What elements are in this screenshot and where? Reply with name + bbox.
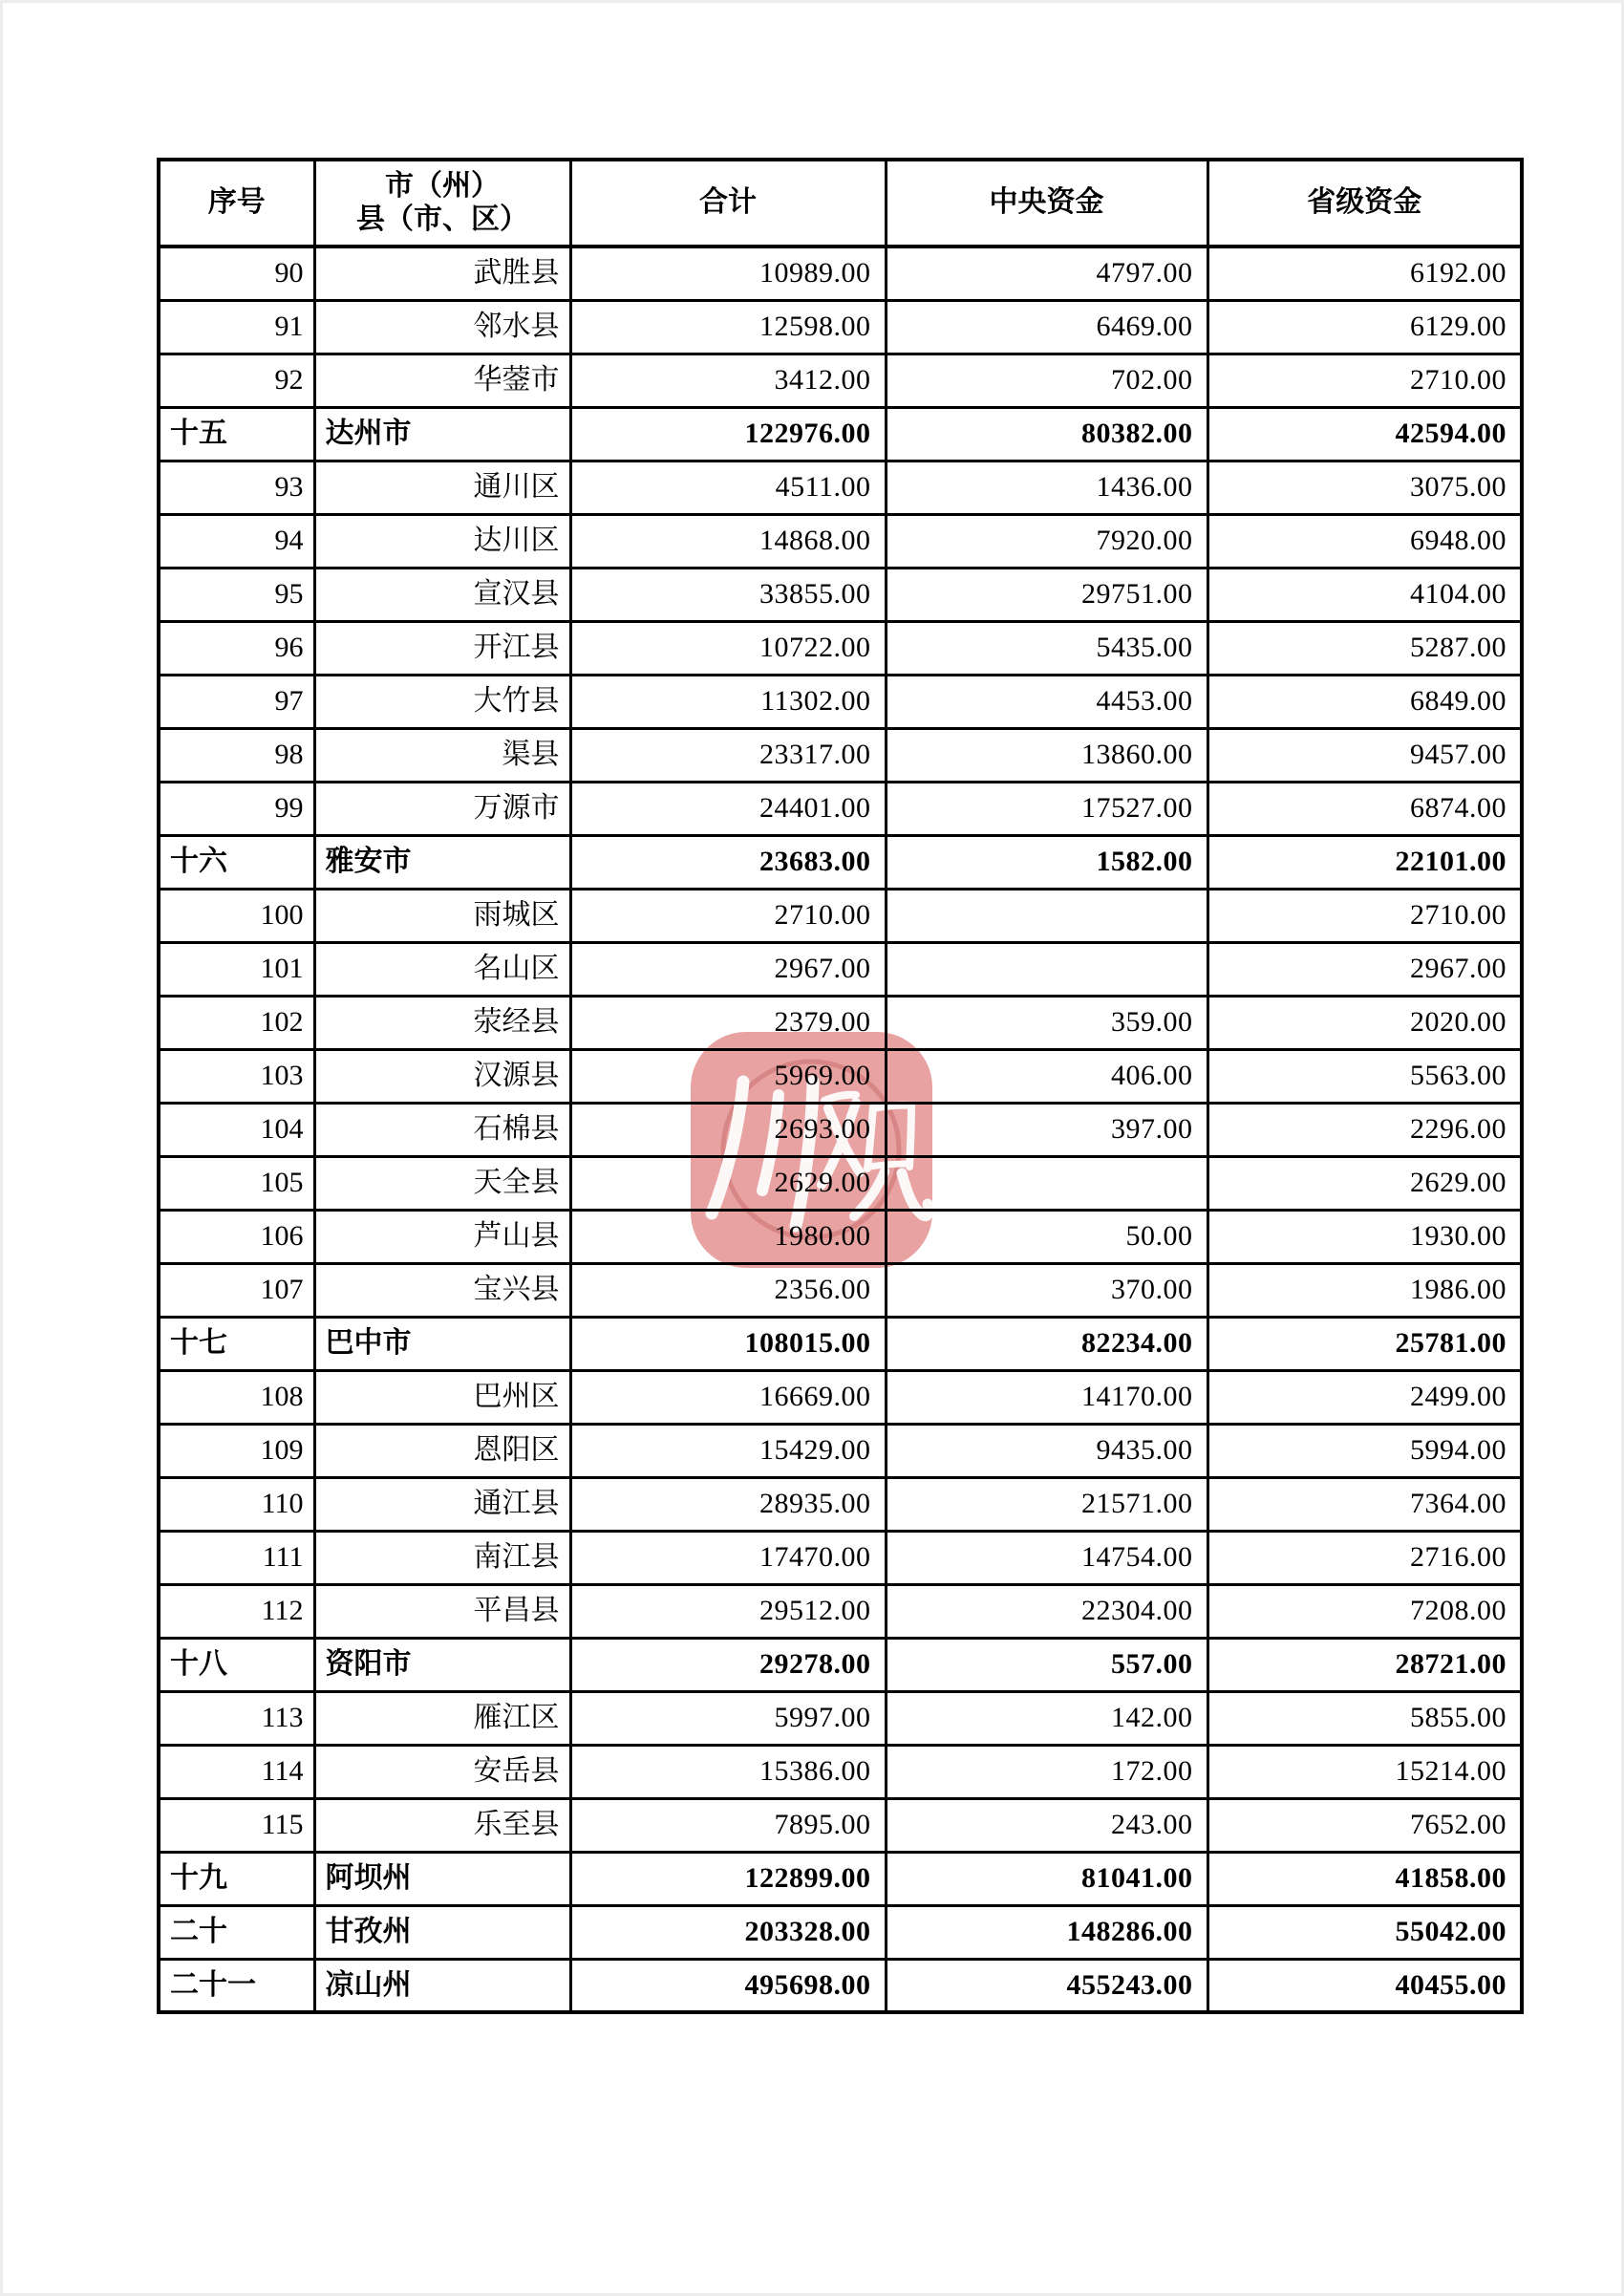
row-region: 乐至县	[314, 1798, 570, 1852]
row-total-value: 4511.00	[570, 461, 886, 514]
fund-allocation-table	[157, 158, 1524, 2014]
row-provincial-value: 42594.00	[1207, 407, 1522, 461]
row-provincial-value: 41858.00	[1207, 1852, 1522, 1905]
row-index: 十五	[159, 407, 314, 461]
row-region: 邻水县	[314, 300, 570, 354]
row-total-value: 2693.00	[570, 1103, 886, 1156]
row-index: 105	[159, 1156, 314, 1210]
row-provincial-value: 5994.00	[1207, 1424, 1522, 1477]
table-row	[159, 1905, 1522, 1959]
table-row	[159, 1103, 1522, 1156]
row-provincial-value: 6129.00	[1207, 300, 1522, 354]
row-total-value: 24401.00	[570, 782, 886, 835]
row-central-value: 7920.00	[886, 514, 1207, 568]
row-total-value: 29278.00	[570, 1638, 886, 1691]
row-central-value: 81041.00	[886, 1852, 1207, 1905]
row-index: 113	[159, 1691, 314, 1745]
row-central-value: 370.00	[886, 1263, 1207, 1317]
row-provincial-value: 40455.00	[1207, 1959, 1522, 2012]
row-total-value: 2356.00	[570, 1263, 886, 1317]
header-col-region-line2: 县（市、区）	[356, 203, 528, 235]
row-provincial-value: 55042.00	[1207, 1905, 1522, 1959]
row-total-value: 5969.00	[570, 1049, 886, 1103]
row-region: 巴中市	[314, 1317, 570, 1370]
table-row	[159, 1424, 1522, 1477]
row-provincial-value: 1930.00	[1207, 1210, 1522, 1263]
row-central-value	[886, 942, 1207, 996]
row-central-value: 5435.00	[886, 621, 1207, 675]
table-row	[159, 675, 1522, 728]
row-central-value: 13860.00	[886, 728, 1207, 782]
row-region: 雨城区	[314, 889, 570, 942]
row-index: 93	[159, 461, 314, 514]
row-index: 二十	[159, 1905, 314, 1959]
row-provincial-value: 2710.00	[1207, 889, 1522, 942]
row-central-value: 29751.00	[886, 568, 1207, 621]
header-col-region-line1: 市（州）	[385, 170, 500, 202]
row-total-value: 122899.00	[570, 1852, 886, 1905]
row-index: 104	[159, 1103, 314, 1156]
table-row	[159, 889, 1522, 942]
table-row	[159, 1959, 1522, 2012]
row-total-value: 2710.00	[570, 889, 886, 942]
row-provincial-value: 2296.00	[1207, 1103, 1522, 1156]
row-central-value: 397.00	[886, 1103, 1207, 1156]
table-row	[159, 1798, 1522, 1852]
row-total-value: 16669.00	[570, 1370, 886, 1424]
row-region: 巴州区	[314, 1370, 570, 1424]
table-row	[159, 300, 1522, 354]
row-index: 107	[159, 1263, 314, 1317]
row-region: 平昌县	[314, 1584, 570, 1638]
table-row	[159, 354, 1522, 407]
row-index: 100	[159, 889, 314, 942]
row-region: 汉源县	[314, 1049, 570, 1103]
row-provincial-value: 5855.00	[1207, 1691, 1522, 1745]
row-central-value: 172.00	[886, 1745, 1207, 1798]
row-region: 华蓥市	[314, 354, 570, 407]
row-provincial-value: 9457.00	[1207, 728, 1522, 782]
row-central-value: 4797.00	[886, 247, 1207, 300]
row-index: 90	[159, 247, 314, 300]
header-col-central: 中央资金	[886, 160, 1207, 247]
row-region: 宣汉县	[314, 568, 570, 621]
row-central-value: 243.00	[886, 1798, 1207, 1852]
row-index: 92	[159, 354, 314, 407]
row-index: 十九	[159, 1852, 314, 1905]
table-row	[159, 782, 1522, 835]
table-row	[159, 568, 1522, 621]
row-provincial-value: 15214.00	[1207, 1745, 1522, 1798]
row-total-value: 203328.00	[570, 1905, 886, 1959]
row-provincial-value: 3075.00	[1207, 461, 1522, 514]
row-region: 达州市	[314, 407, 570, 461]
row-index: 106	[159, 1210, 314, 1263]
row-central-value: 455243.00	[886, 1959, 1207, 2012]
row-index: 二十一	[159, 1959, 314, 2012]
row-index: 111	[159, 1531, 314, 1584]
row-index: 115	[159, 1798, 314, 1852]
row-central-value: 17527.00	[886, 782, 1207, 835]
row-index: 十七	[159, 1317, 314, 1370]
table-row	[159, 1156, 1522, 1210]
row-region: 凉山州	[314, 1959, 570, 2012]
table-row	[159, 1745, 1522, 1798]
row-central-value	[886, 889, 1207, 942]
row-total-value: 23317.00	[570, 728, 886, 782]
row-central-value: 148286.00	[886, 1905, 1207, 1959]
row-total-value: 10989.00	[570, 247, 886, 300]
row-region: 武胜县	[314, 247, 570, 300]
row-total-value: 3412.00	[570, 354, 886, 407]
row-total-value: 108015.00	[570, 1317, 886, 1370]
row-provincial-value: 5287.00	[1207, 621, 1522, 675]
table-row	[159, 1638, 1522, 1691]
row-total-value: 15429.00	[570, 1424, 886, 1477]
row-region: 大竹县	[314, 675, 570, 728]
row-index: 110	[159, 1477, 314, 1531]
row-total-value: 7895.00	[570, 1798, 886, 1852]
row-central-value: 21571.00	[886, 1477, 1207, 1531]
row-index: 109	[159, 1424, 314, 1477]
row-index: 97	[159, 675, 314, 728]
row-index: 98	[159, 728, 314, 782]
row-provincial-value: 5563.00	[1207, 1049, 1522, 1103]
row-region: 石棉县	[314, 1103, 570, 1156]
row-region: 阿坝州	[314, 1852, 570, 1905]
row-total-value: 33855.00	[570, 568, 886, 621]
row-total-value: 17470.00	[570, 1531, 886, 1584]
row-total-value: 29512.00	[570, 1584, 886, 1638]
row-central-value: 9435.00	[886, 1424, 1207, 1477]
row-index: 108	[159, 1370, 314, 1424]
table-row	[159, 1584, 1522, 1638]
table-row	[159, 996, 1522, 1049]
row-region: 宝兴县	[314, 1263, 570, 1317]
table-row	[159, 1531, 1522, 1584]
table-row	[159, 1370, 1522, 1424]
row-region: 恩阳区	[314, 1424, 570, 1477]
row-central-value: 14754.00	[886, 1531, 1207, 1584]
row-provincial-value: 22101.00	[1207, 835, 1522, 889]
row-total-value: 2379.00	[570, 996, 886, 1049]
row-region: 雅安市	[314, 835, 570, 889]
row-region: 安岳县	[314, 1745, 570, 1798]
table-row	[159, 1317, 1522, 1370]
row-total-value: 14868.00	[570, 514, 886, 568]
row-total-value: 5997.00	[570, 1691, 886, 1745]
row-central-value: 6469.00	[886, 300, 1207, 354]
row-region: 雁江区	[314, 1691, 570, 1745]
row-index: 99	[159, 782, 314, 835]
row-region: 达川区	[314, 514, 570, 568]
table-row	[159, 835, 1522, 889]
row-central-value: 1582.00	[886, 835, 1207, 889]
row-provincial-value: 4104.00	[1207, 568, 1522, 621]
row-central-value: 14170.00	[886, 1370, 1207, 1424]
table-row	[159, 1477, 1522, 1531]
row-central-value: 22304.00	[886, 1584, 1207, 1638]
row-region: 荥经县	[314, 996, 570, 1049]
row-total-value: 122976.00	[570, 407, 886, 461]
row-provincial-value: 2716.00	[1207, 1531, 1522, 1584]
table-row	[159, 728, 1522, 782]
row-index: 十八	[159, 1638, 314, 1691]
row-region: 南江县	[314, 1531, 570, 1584]
row-index: 102	[159, 996, 314, 1049]
row-index: 十六	[159, 835, 314, 889]
row-central-value: 359.00	[886, 996, 1207, 1049]
table-row	[159, 1049, 1522, 1103]
row-provincial-value: 6874.00	[1207, 782, 1522, 835]
row-provincial-value: 7652.00	[1207, 1798, 1522, 1852]
row-provincial-value: 1986.00	[1207, 1263, 1522, 1317]
row-total-value: 23683.00	[570, 835, 886, 889]
row-provincial-value: 7208.00	[1207, 1584, 1522, 1638]
row-region: 芦山县	[314, 1210, 570, 1263]
row-region: 名山区	[314, 942, 570, 996]
row-index: 103	[159, 1049, 314, 1103]
row-total-value: 12598.00	[570, 300, 886, 354]
row-index: 114	[159, 1745, 314, 1798]
row-total-value: 10722.00	[570, 621, 886, 675]
header-col-total: 合计	[570, 160, 886, 247]
table-row	[159, 1210, 1522, 1263]
table-header-row	[159, 160, 1522, 247]
row-total-value: 2967.00	[570, 942, 886, 996]
row-provincial-value: 2499.00	[1207, 1370, 1522, 1424]
table-row	[159, 461, 1522, 514]
row-total-value: 495698.00	[570, 1959, 886, 2012]
row-total-value: 28935.00	[570, 1477, 886, 1531]
row-index: 112	[159, 1584, 314, 1638]
row-region: 天全县	[314, 1156, 570, 1210]
table-row	[159, 514, 1522, 568]
row-central-value: 142.00	[886, 1691, 1207, 1745]
row-central-value: 406.00	[886, 1049, 1207, 1103]
table-row	[159, 621, 1522, 675]
row-region: 通江县	[314, 1477, 570, 1531]
row-index: 91	[159, 300, 314, 354]
row-central-value	[886, 1156, 1207, 1210]
row-region: 甘孜州	[314, 1905, 570, 1959]
row-provincial-value: 25781.00	[1207, 1317, 1522, 1370]
row-region: 万源市	[314, 782, 570, 835]
row-central-value: 82234.00	[886, 1317, 1207, 1370]
row-provincial-value: 28721.00	[1207, 1638, 1522, 1691]
table-body	[159, 247, 1522, 2012]
header-col-index: 序号	[159, 160, 314, 247]
row-index: 95	[159, 568, 314, 621]
row-index: 96	[159, 621, 314, 675]
row-provincial-value: 6192.00	[1207, 247, 1522, 300]
row-total-value: 1980.00	[570, 1210, 886, 1263]
row-index: 94	[159, 514, 314, 568]
row-total-value: 15386.00	[570, 1745, 886, 1798]
row-provincial-value: 2967.00	[1207, 942, 1522, 996]
row-total-value: 2629.00	[570, 1156, 886, 1210]
table-row	[159, 247, 1522, 300]
table-row	[159, 942, 1522, 996]
row-provincial-value: 2710.00	[1207, 354, 1522, 407]
row-central-value: 702.00	[886, 354, 1207, 407]
row-central-value: 1436.00	[886, 461, 1207, 514]
row-region: 渠县	[314, 728, 570, 782]
row-central-value: 80382.00	[886, 407, 1207, 461]
row-provincial-value: 2020.00	[1207, 996, 1522, 1049]
row-total-value: 11302.00	[570, 675, 886, 728]
row-index: 101	[159, 942, 314, 996]
row-provincial-value: 7364.00	[1207, 1477, 1522, 1531]
row-region: 资阳市	[314, 1638, 570, 1691]
row-provincial-value: 6948.00	[1207, 514, 1522, 568]
header-col-region	[314, 160, 570, 247]
table-row	[159, 1852, 1522, 1905]
row-region: 通川区	[314, 461, 570, 514]
row-region: 开江县	[314, 621, 570, 675]
table-row	[159, 407, 1522, 461]
row-central-value: 4453.00	[886, 675, 1207, 728]
row-provincial-value: 6849.00	[1207, 675, 1522, 728]
row-provincial-value: 2629.00	[1207, 1156, 1522, 1210]
row-central-value: 557.00	[886, 1638, 1207, 1691]
table-row	[159, 1691, 1522, 1745]
header-col-provincial: 省级资金	[1207, 160, 1522, 247]
table-row	[159, 1263, 1522, 1317]
row-central-value: 50.00	[886, 1210, 1207, 1263]
